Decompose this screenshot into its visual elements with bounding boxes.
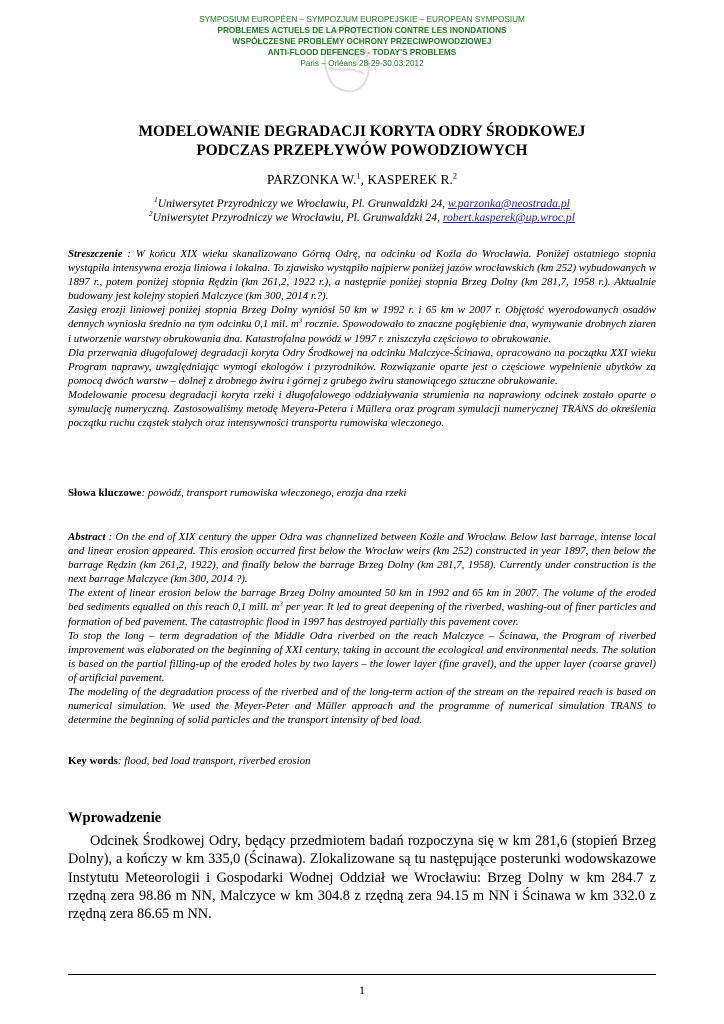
affiliation-2-text: Uniwersytet Przyrodniczy we Wrocławiu, Pl. Grunwaldzki 24,: [152, 211, 443, 224]
affiliation-1-text: Uniwersytet Przyrodniczy we Wrocławiu, Pl. Grunwaldzki 24,: [157, 197, 448, 210]
author-2: KASPEREK R.: [367, 172, 453, 187]
keywords-en-label: Key words: [68, 755, 118, 767]
header-line-2: PROBLEMES ACTUELS DE LA PROTECTION CONTRE LES INONDATIONS: [217, 26, 507, 35]
page-number: 1: [359, 983, 365, 997]
abstract-en-paragraph: [68, 530, 656, 586]
abstract-pl-text-2a: Zasięg erozji liniowej poniżej stopnia Brzeg Dolny wyniósł 50 km w 1992 r. i 65 km w 2007 r. Objętość wyerodowanych osadów dennych wyniosła średnio na tym odcinku 0,1 mil. m: [68, 304, 656, 331]
authors: [0, 172, 724, 188]
header-line-1: SYMPOSIUM EUROPÉEN – SYMPOZJUM EUROPEJSKIE – EUROPEAN SYMPOSIUM: [199, 15, 525, 24]
abstract-pl-paragraph: Modelowanie procesu degradacji koryta rzeki i długofalowego oddziaływania strumienia na naprawiony odcinek zostało oparte o symulację numeryczną. Zastosowaliśmy metodę Meyera-Petera i Müllera oraz program symulacji numerycznej TRANS do określenia początku ruchu cząstek stałych oraz intensywności transportu rumowiska wleczonego.: [68, 388, 656, 430]
email-link-1[interactable]: w.parzonka@neostrada.pl: [447, 197, 570, 210]
watermark-logo-icon: [300, 20, 390, 100]
keywords-pl-label: Słowa kluczowe: [68, 487, 142, 499]
abstract-en-paragraph: The modeling of the degradation process of the riverbed and of the long-term action of the stream on the repaired reach is based on numerical simulation. We used the Meyer-Peter and Müller approach and the programme of numerical simulation TRANS to determine the beginning of solid particles and the transport intensity of bed load.: [68, 686, 656, 727]
author-1-affil-mark: 1: [356, 171, 361, 181]
header-line-5: Paris – Orléans 28-29-30.03.2012: [300, 59, 424, 68]
keywords-en-text: : flood, bed load transport, riverbed erosion: [117, 755, 311, 767]
email-link-2[interactable]: robert.kasperek@up.wroc.pl: [442, 211, 575, 224]
section-paragraph: Odcinek Środkowej Odry, będący przedmiotem badań rozpoczyna się w km 281,6 (stopień Brzeg Dolny), a kończy w km 335,0 (Ścinawa). Zlokalizowane są tu następujące posterunki wodowskazowe Instytutu Meteorologii i Gospodarki Wodnej Oddział we Wrocławiu: Brzeg Dolny w km 284.7 z rzędną zera 98.86 m NN, Malczyce w km 304.8 z rzędną zera 94.15 m NN i Ścinawa w km 332.0 z rzędną zera 86.65 m NN.: [68, 833, 656, 923]
abstract-en-paragraph: To stop the long – term degradation of the Middle Odra riverbed on the reach Malczyce – Ścinawa, the Program of riverbed improvement was elaborated on the beginning of XXI century, taking in account the ecological and environmental needs. The solution is based on the partial filling-up of the eroded holes by two layers – the lower layer (fine gravel), and the upper layer (coarse gravel) of artificial pavement.: [68, 629, 656, 684]
section-heading: Wprowadzenie: [68, 810, 162, 826]
abstract-en-text-1: : On the end of XIX century the upper Odra was channelized between Koźle and Wrocław. Below last barrage, intense local and linear erosion appeared. This erosion occurred first below the Wrocław weirs (km 252) constructed in year 1897, then below the barrage Rędzin (km 261,2, 1922), and finally below the barrage Brzeg Dolny (km 281,7, 1958). Currently under construction is the next barrage Malczyce (km 300, 2014 ?).: [68, 531, 656, 586]
author-separator: ,: [360, 172, 368, 187]
abstract-pl-paragraph: [68, 303, 656, 345]
abstract-pl-sup: 3: [298, 317, 303, 325]
abstract-en-sup: 3: [279, 600, 283, 608]
abstract-en-text-2b: per year. It led to great deepening of the riverbed, washing-out of finer particles and formation of bed pavement. The catastrophic flood in 1997 has destroyed partially this pavement cover.: [68, 601, 656, 628]
abstract-pl-paragraph: Dla przerwania długofalowej degradacji koryta Odry Środkowej na odcinku Malczyce-Ścinawa, opracowano na początku XXI wieku Program naprawy, uwzględniając wymogi ekologów i przyrodników. Rozwiązanie oparte jest o częściowe wypełnienie ubytków za pomocą dwóch warstw – dolnej z drobnego żwiru i górnej z grubego żwiru stanowiącego sztuczne obrukowanie.: [68, 346, 656, 387]
title-line-1: MODELOWANIE DEGRADACJI KORYTA ODRY ŚRODKOWEJ: [138, 123, 586, 140]
footer-divider: [68, 974, 656, 975]
affiliation-2-mark: 2: [149, 210, 153, 219]
abstract-pl-paragraph: [68, 247, 656, 303]
abstract-en-paragraph: [68, 586, 656, 628]
abstract-pl-label: Streszczenie: [68, 248, 123, 260]
abstract-english: [68, 530, 656, 727]
keywords-polish: [68, 486, 656, 500]
keywords-pl-text: : powódź, transport rumowiska wleczonego, erozja dna rzeki: [141, 487, 407, 499]
affiliation-1-mark: 1: [154, 196, 158, 205]
header-line-3: WSPÓŁCZESNE PROBLEMY OCHRONY PRZECIWPOWODZIOWEJ: [232, 37, 492, 46]
abstract-pl-text-2b: rocznie. Spowodowało to znaczne pogłębienie dna, wymywanie drobnych ziaren i utworzenie warstwy obrukowania dna. Katastrofalna powódź w 1997 r. zniszczyła częściowo to obrukowanie.: [68, 318, 656, 345]
author-1: PARZONKA W.: [266, 172, 357, 187]
keywords-english: [68, 754, 656, 768]
header-line-4: ANTI-FLOOD DEFENCES - TODAY'S PROBLEMS: [267, 48, 457, 57]
affiliation-1: [0, 197, 724, 211]
paper-title: [60, 122, 664, 160]
abstract-en-text-2a: The extent of linear erosion below the barrage Brzeg Dolny amounted 50 km in 1992 and 65 km in 2007. The volume of the eroded bed sediments equalled on this reach 0,1 mill. m: [68, 587, 656, 614]
abstract-polish: [68, 247, 656, 430]
abstract-en-label: Abstract: [68, 531, 106, 543]
abstract-pl-text-1: : W końcu XIX wieku skanalizowano Górną Odrę, na odcinku od Koźla do Wrocławia. Poniżej ostatniego stopnia wystąpiła intensywna erozja liniowa i lokalna. To zjawisko wystąpiło najpierw poniżej jazów wrocławskich (km 252) wybudowanych w 1897 r., potem poniżej stopnia Rędzin (km 261,2, 1922 r.), a następnie poniżej stopnia Brzeg Dolny (km 281,7, 1958 r.). Aktualnie budowany jest kolejny stopień Malczyce (km 300, 2014 r.?).: [68, 248, 656, 303]
affiliation-2: [0, 211, 724, 225]
title-line-2: PODCZAS PRZEPŁYWÓW POWODZIOWYCH: [196, 142, 528, 159]
author-2-affil-mark: 2: [452, 171, 458, 181]
